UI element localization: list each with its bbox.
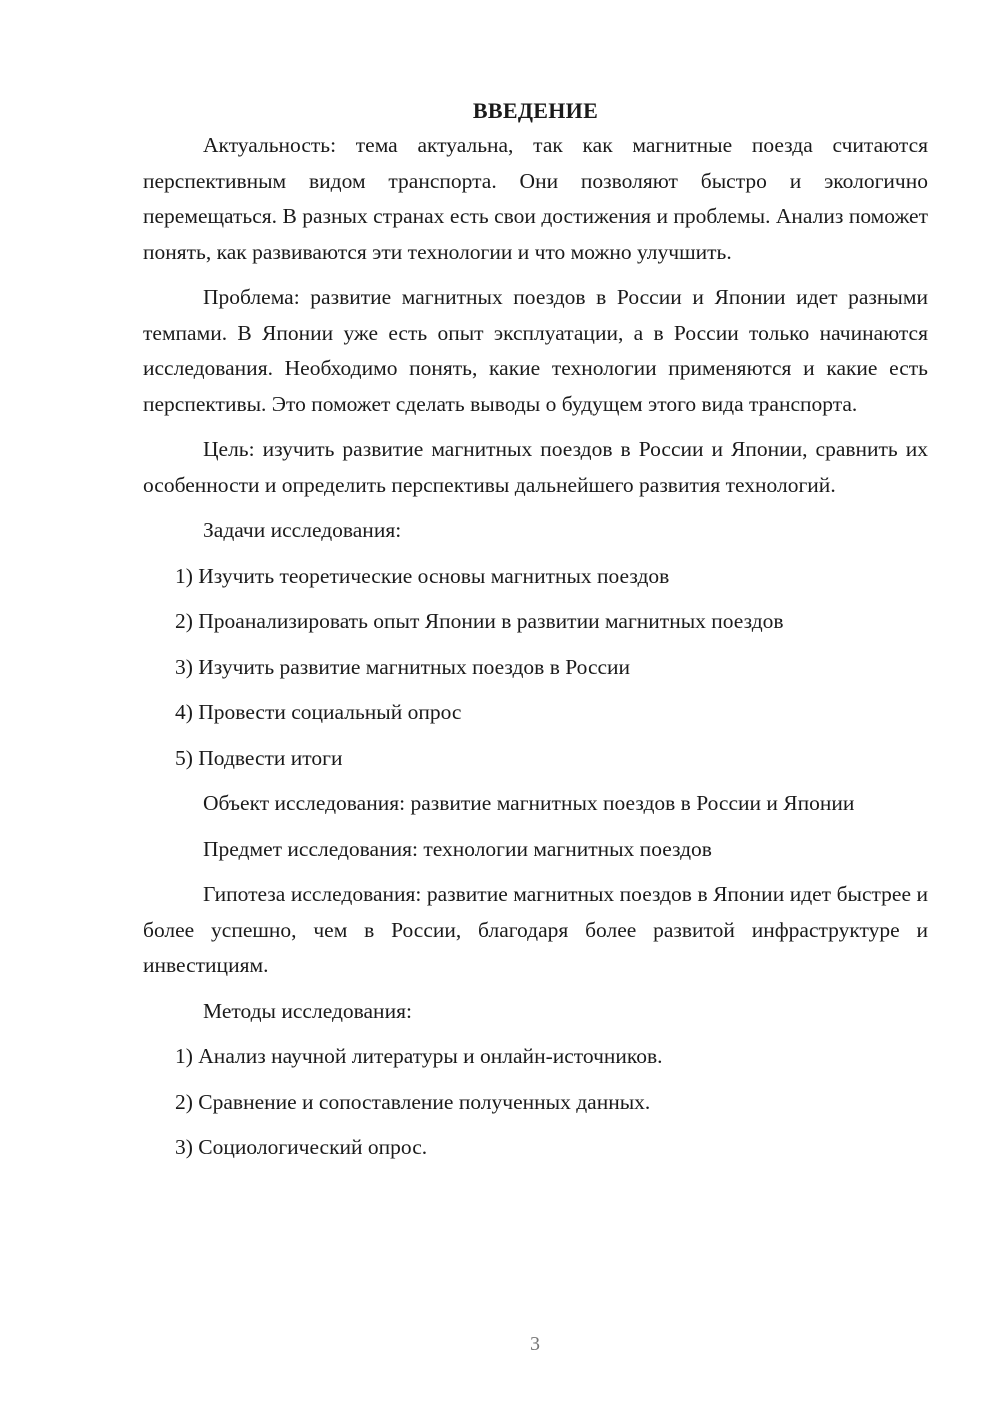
methods-list bbox=[143, 1039, 928, 1166]
task-item: 4) Провести социальный опрос bbox=[175, 700, 462, 724]
method-item: 3) Социологический опрос. bbox=[175, 1135, 428, 1159]
method-item: 2) Сравнение и сопоставление полученных данных. bbox=[175, 1089, 651, 1114]
object-paragraph: Объект исследования: развитие магнитных поездов в России и Японии bbox=[203, 791, 855, 815]
task-item: 5) Подвести итоги bbox=[175, 745, 343, 770]
document-page bbox=[143, 93, 928, 1176]
section-heading: ВВЕДЕНИЕ bbox=[472, 98, 599, 123]
method-item: 1) Анализ научной литературы и онлайн-источников. bbox=[175, 1044, 663, 1068]
goal-paragraph: Цель: изучить развитие магнитных поездов в России и Японии, сравнить их особенности и определить перспективы дальнейшего развития технологий. bbox=[143, 437, 928, 497]
task-item: 2) Проанализировать опыт Японии в развитии магнитных поездов bbox=[175, 609, 784, 633]
task-item: 1) Изучить теоретические основы магнитных поездов bbox=[175, 563, 670, 588]
hypothesis-paragraph: Гипотеза исследования: развитие магнитных поездов в Японии идет быстрее и более успешно, чем в России, благодаря более развитой инфраструктуре и инвестициям. bbox=[143, 882, 928, 977]
methods-title: Методы исследования: bbox=[203, 998, 412, 1023]
relevance-paragraph: Актуальность: тема актуальна, так как магнитные поезда считаются перспективным видом транспорта. Они позволяют быстро и экологично перемещаться. В разных странах есть свои достижения и проблемы. Анализ поможет понять, как развиваются эти технологии и что можно улучшить. bbox=[143, 133, 928, 264]
tasks-list bbox=[143, 559, 928, 777]
tasks-title: Задачи исследования: bbox=[203, 518, 402, 542]
problem-paragraph: Проблема: развитие магнитных поездов в России и Японии идет разными темпами. В Японии уже есть опыт эксплуатации, а в России только начинаются исследования. Необходимо понять, какие технологии применяются и какие есть перспективы. Это поможет сделать выводы о будущем этого вида транспорта. bbox=[143, 285, 928, 416]
subject-paragraph: Предмет исследования: технологии магнитных поездов bbox=[203, 836, 712, 861]
task-item: 3) Изучить развитие магнитных поездов в России bbox=[175, 654, 631, 679]
page-number: 3 bbox=[530, 1333, 540, 1355]
